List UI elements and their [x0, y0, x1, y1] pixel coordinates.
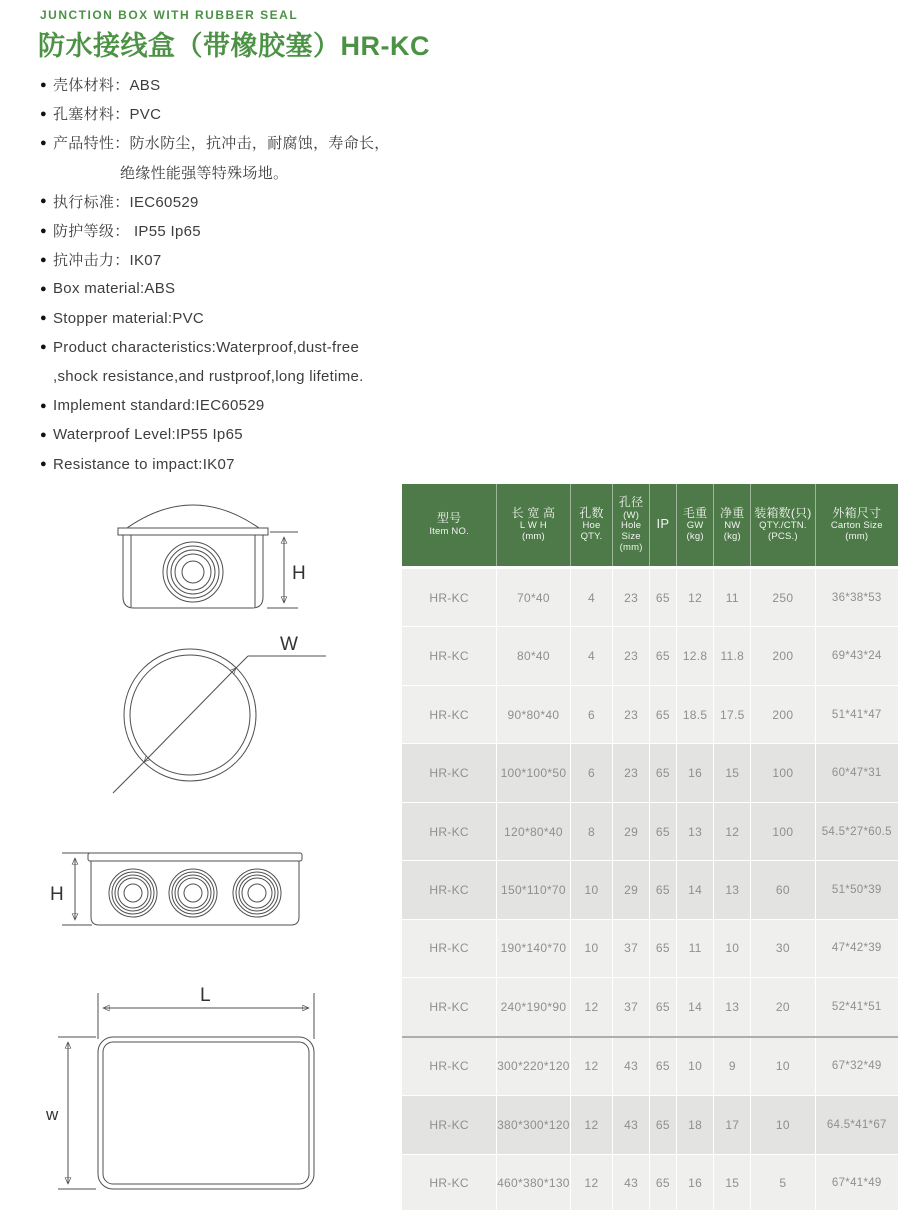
table-cell: 36*38*53	[815, 569, 898, 626]
spec-item	[40, 304, 460, 333]
table-cell: 18.5	[676, 686, 714, 743]
column-header: 孔数 Hoe QTY.	[570, 484, 613, 566]
table-row	[402, 626, 898, 684]
spec-item	[40, 333, 460, 362]
bullet-icon: ●	[40, 282, 47, 295]
table-cell: 4	[570, 627, 613, 684]
table-cell: HR-KC	[429, 882, 469, 897]
table-cell: 100	[750, 744, 814, 801]
diagram-rect-box-top	[45, 985, 314, 1189]
table-cell: 14	[676, 978, 714, 1035]
table-cell: 51*50*39	[815, 861, 898, 918]
table-cell: 65	[649, 978, 676, 1035]
table-row	[402, 568, 898, 626]
table-cell: 69*43*24	[815, 627, 898, 684]
column-header: 孔径 (W) Hole Size (mm)	[612, 484, 649, 566]
dim-label-L-rect: L	[200, 985, 211, 1006]
table-cell: 14	[676, 861, 714, 918]
table-body	[402, 568, 898, 1210]
column-header: 净重 NW (kg)	[713, 484, 750, 566]
dim-label-H-rect: H	[50, 884, 64, 905]
dim-label-w-rect: w	[46, 1105, 59, 1124]
table-header-row	[402, 484, 898, 568]
table-cell: 65	[649, 627, 676, 684]
table-cell: 37	[612, 920, 649, 977]
table-row	[402, 919, 898, 977]
table-cell: 250	[750, 569, 814, 626]
table-cell: 29	[612, 861, 649, 918]
table-cell: 64.5*41*67	[815, 1096, 898, 1153]
table-row	[402, 860, 898, 918]
table-cell: 47*42*39	[815, 920, 898, 977]
table-cell: 150*110*70	[496, 861, 569, 918]
spec-item-text: Resistance to impact:IK07	[53, 455, 235, 473]
table-cell: 460*380*130	[496, 1155, 569, 1210]
table-cell: 200	[750, 686, 814, 743]
spec-item	[40, 245, 460, 274]
table-cell: 11	[713, 569, 750, 626]
table-cell: 12	[570, 1155, 613, 1210]
table-cell: 65	[649, 861, 676, 918]
spec-item-text: Implement standard:IEC60529	[53, 397, 265, 415]
table-cell: HR-KC	[429, 1059, 469, 1074]
bullet-icon: ●	[40, 107, 47, 120]
table-cell: 12	[570, 978, 613, 1035]
table-cell: 10	[750, 1038, 814, 1095]
spec-item	[40, 420, 460, 449]
table-cell: HR-KC	[429, 590, 469, 605]
table-cell: 43	[612, 1096, 649, 1153]
table-cell: 43	[612, 1038, 649, 1095]
table-cell: 12	[713, 803, 750, 860]
table-cell: 80*40	[496, 627, 569, 684]
table-cell: 67*32*49	[815, 1038, 898, 1095]
table-cell: 12	[570, 1096, 613, 1153]
table-cell: 30	[750, 920, 814, 977]
table-cell: 37	[612, 978, 649, 1035]
column-header: 长 宽 高 L W H (mm)	[496, 484, 569, 566]
page-title: 防水接线盒（带橡胶塞）HR-KC	[38, 31, 430, 61]
table-cell: 51*41*47	[815, 686, 898, 743]
table-cell: 10	[570, 920, 613, 977]
column-header: IP	[649, 484, 676, 566]
spec-item	[40, 128, 460, 157]
spec-list	[40, 70, 460, 479]
diagram-rect-box-side	[50, 853, 302, 925]
table-cell: 300*220*120	[496, 1038, 569, 1095]
table-cell: 65	[649, 1096, 676, 1153]
table-cell: 11	[676, 920, 714, 977]
table-cell: 18	[676, 1096, 714, 1153]
table-cell: 8	[570, 803, 613, 860]
table-cell: 54.5*27*60.5	[815, 803, 898, 860]
table-row	[402, 802, 898, 860]
table-cell: 11.8	[713, 627, 750, 684]
table-cell: 65	[649, 803, 676, 860]
table-cell: 16	[676, 744, 714, 801]
spec-item	[40, 70, 460, 99]
bullet-icon: ●	[40, 136, 47, 149]
table-cell: 6	[570, 744, 613, 801]
spec-item-text: ,shock resistance,and rustproof,long lifetime.	[53, 367, 364, 385]
table-row	[402, 743, 898, 801]
table-cell: 17.5	[713, 686, 750, 743]
table-row	[402, 685, 898, 743]
table-cell: 100	[750, 803, 814, 860]
column-header: 装箱数(只) QTY./CTN. (PCS.)	[750, 484, 814, 566]
table-cell: 17	[713, 1096, 750, 1153]
bullet-icon: ●	[40, 312, 47, 325]
spec-item-text: Stopper material:PVC	[53, 309, 205, 327]
table-cell: 23	[612, 686, 649, 743]
table-cell: 13	[713, 978, 750, 1035]
table-cell: 65	[649, 1155, 676, 1210]
spec-item-text: Product characteristics:Waterproof,dust-free	[53, 338, 360, 356]
table-cell: 43	[612, 1155, 649, 1210]
table-cell: 67*41*49	[815, 1155, 898, 1210]
spec-item	[40, 391, 460, 420]
bullet-icon: ●	[40, 428, 47, 441]
column-header: 外箱尺寸 Carton Size (mm)	[815, 484, 898, 566]
table-cell: HR-KC	[429, 824, 469, 839]
bullet-icon: ●	[40, 458, 47, 471]
table-cell: 12	[570, 1038, 613, 1095]
diagram-round-box-side	[118, 505, 306, 608]
dim-label-H-round: H	[292, 563, 306, 584]
table-cell: 4	[570, 569, 613, 626]
table-cell: 12	[676, 569, 714, 626]
table-cell: 65	[649, 1038, 676, 1095]
table-cell: 65	[649, 686, 676, 743]
bullet-icon: ●	[40, 341, 47, 354]
table-row	[402, 1036, 898, 1095]
table-cell: 15	[713, 1155, 750, 1210]
table-cell: 60	[750, 861, 814, 918]
table-row	[402, 977, 898, 1035]
spec-item	[40, 362, 460, 391]
table-cell: 100*100*50	[496, 744, 569, 801]
table-cell: 23	[612, 744, 649, 801]
table-cell: 16	[676, 1155, 714, 1210]
table-cell: 65	[649, 920, 676, 977]
table-cell: 65	[649, 569, 676, 626]
table-cell: 20	[750, 978, 814, 1035]
table-cell: 70*40	[496, 569, 569, 626]
table-cell: HR-KC	[429, 941, 469, 956]
spec-item	[40, 449, 460, 478]
spec-item-text: Waterproof Level:IP55 Ip65	[53, 426, 243, 444]
bullet-icon: ●	[40, 195, 47, 208]
spec-item	[40, 158, 460, 187]
table-cell: 10	[750, 1096, 814, 1153]
table-cell: 23	[612, 627, 649, 684]
spec-item	[40, 216, 460, 245]
table-cell: 52*41*51	[815, 978, 898, 1035]
table-cell: 9	[713, 1038, 750, 1095]
table-cell: 23	[612, 569, 649, 626]
spec-item-text: 绝缘性能强等特殊场地。	[120, 164, 289, 182]
table-cell: 6	[570, 686, 613, 743]
bullet-icon: ●	[40, 253, 47, 266]
table-cell: 10	[713, 920, 750, 977]
dim-label-W-round: W	[280, 634, 298, 655]
spec-item-text: 壳体材料：ABS	[53, 77, 161, 95]
table-cell: 240*190*90	[496, 978, 569, 1035]
column-header: 毛重 GW (kg)	[676, 484, 714, 566]
technical-drawings	[30, 480, 420, 1210]
table-cell: 10	[676, 1038, 714, 1095]
table-cell: 13	[676, 803, 714, 860]
table-cell: 200	[750, 627, 814, 684]
table-cell: 12.8	[676, 627, 714, 684]
column-header: 型号 Item NO.	[429, 511, 469, 537]
table-cell: 65	[649, 744, 676, 801]
table-cell: 15	[713, 744, 750, 801]
bullet-icon: ●	[40, 78, 47, 91]
table-row	[402, 1154, 898, 1210]
spec-table	[402, 484, 898, 1210]
table-cell: 5	[750, 1155, 814, 1210]
spec-item-text: Box material:ABS	[53, 280, 176, 298]
table-cell: HR-KC	[429, 766, 469, 781]
table-cell: 90*80*40	[496, 686, 569, 743]
table-cell: HR-KC	[429, 707, 469, 722]
table-cell: 13	[713, 861, 750, 918]
diagram-round-box-top	[113, 634, 326, 793]
spec-item-text: 孔塞材料：PVC	[53, 106, 162, 124]
table-cell: HR-KC	[429, 1117, 469, 1132]
table-cell: 380*300*120	[496, 1096, 569, 1153]
spec-item-text: 执行标准：IEC60529	[53, 193, 199, 211]
table-cell: 10	[570, 861, 613, 918]
table-cell: HR-KC	[429, 649, 469, 664]
table-row	[402, 1095, 898, 1153]
spec-item-text: 产品特性：防水防尘，抗冲击，耐腐蚀，寿命长，	[53, 135, 390, 153]
table-cell: 60*47*31	[815, 744, 898, 801]
table-cell: HR-KC	[429, 999, 469, 1014]
spec-item	[40, 187, 460, 216]
spec-item	[40, 274, 460, 303]
spec-item	[40, 99, 460, 128]
table-cell: 120*80*40	[496, 803, 569, 860]
bullet-icon: ●	[40, 399, 47, 412]
knockout-holes	[109, 869, 281, 917]
subtitle-en: JUNCTION BOX WITH RUBBER SEAL	[40, 8, 299, 22]
spec-item-text: 防护等级： IP55 Ip65	[53, 223, 201, 241]
table-cell: HR-KC	[429, 1176, 469, 1191]
table-cell: 29	[612, 803, 649, 860]
bullet-icon: ●	[40, 224, 47, 237]
table-cell: 190*140*70	[496, 920, 569, 977]
spec-item-text: 抗冲击力：IK07	[53, 252, 162, 270]
